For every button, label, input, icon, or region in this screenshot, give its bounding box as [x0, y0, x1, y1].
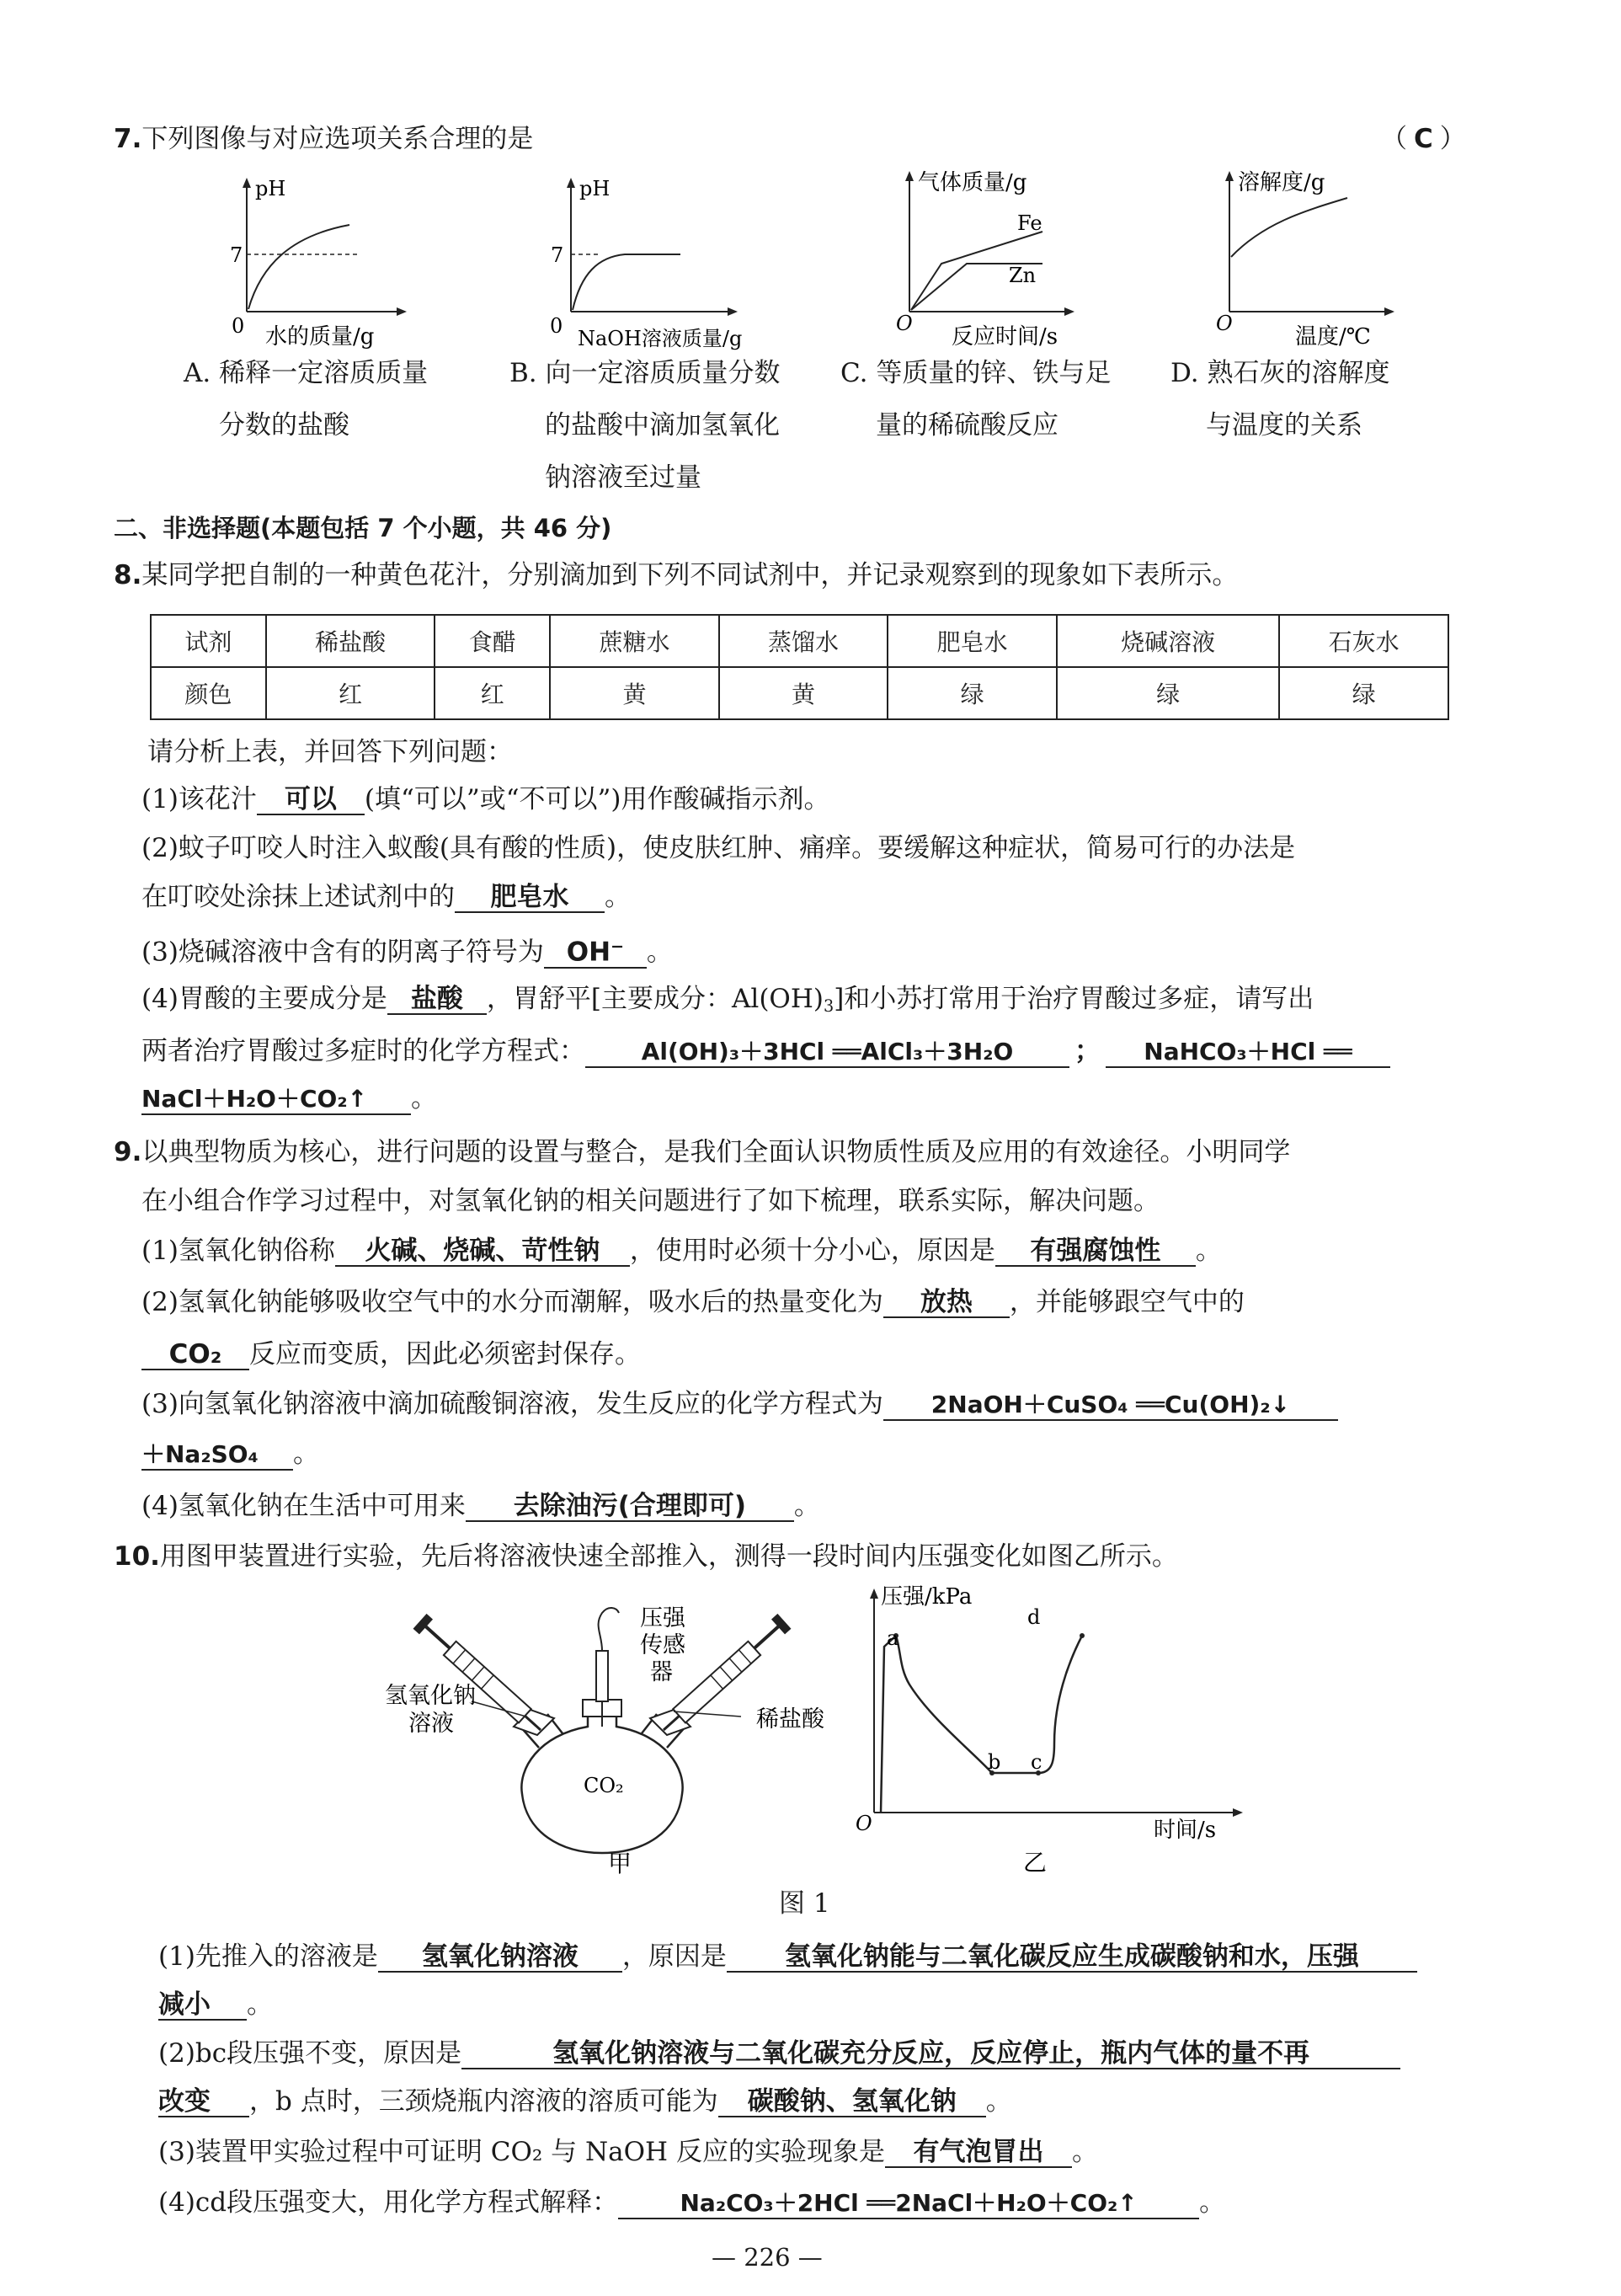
q9-p2-answer: 放热: [883, 1288, 1010, 1318]
q9-p1-answer2: 有强腐蚀性: [995, 1236, 1196, 1267]
q9-p4-answer: 去除油污(合理即可): [466, 1492, 794, 1522]
q7-graph-c: [884, 164, 1086, 354]
q8-p4-answer: 盐酸: [387, 985, 487, 1015]
q9-p4-text: (4)氢氧化钠在生活中可用来: [141, 1491, 466, 1521]
option-c-line1: C. 等质量的锌、铁与足: [840, 358, 1112, 388]
fig-jia: 甲: [608, 1850, 632, 1877]
q9-p2-answer2: CO₂: [141, 1340, 249, 1370]
q8-part2-line2: [141, 880, 631, 914]
q8-p1-answer: 可以: [257, 785, 365, 815]
q10-p2-end: 。: [985, 2086, 1012, 2117]
q9-p1-text: (1)氢氧化钠俗称: [141, 1236, 335, 1266]
table-cell: 石灰水: [1279, 615, 1448, 667]
graph-c-ylabel: 气体质量/g: [918, 170, 1027, 195]
q10-part3: [158, 2135, 1098, 2169]
q10-p2-text2: ，b 点时，三颈烧瓶内溶液的溶质可能为: [249, 2086, 718, 2117]
option-b-line3: 钠溶液至过量: [545, 462, 701, 493]
q8-p4-text: (4)胃酸的主要成分是: [141, 984, 387, 1014]
table-cell: 蔗糖水: [550, 615, 719, 667]
q10-p3-text: (3)装置甲实验过程中可证明 CO₂ 与 NaOH 反应的实验现象是: [158, 2137, 885, 2167]
q9-part2-line1: [141, 1285, 1245, 1319]
option-b-line2: 的盐酸中滴加氢氧化: [545, 410, 780, 441]
fig-co2: CO₂: [584, 1774, 624, 1797]
q10-part4: [158, 2186, 1225, 2219]
option-a-line2: 分数的盐酸: [219, 410, 349, 441]
table-row: [151, 667, 1448, 719]
q7-option-d: [1170, 347, 1389, 451]
table-cell: 绿: [1279, 667, 1448, 719]
graph-d-origin: O: [1216, 312, 1233, 335]
q9-p4-end: 。: [793, 1491, 820, 1521]
q9-part1: [141, 1234, 1222, 1268]
table-cell: 颜色: [151, 667, 266, 719]
q10-figure-caption: 图 1: [779, 1888, 830, 1919]
table-cell: 绿: [1057, 667, 1279, 719]
q8-part3: [141, 932, 673, 969]
q10-p2-answer3: 碳酸钠、氢氧化钠: [718, 2087, 986, 2117]
option-a-line1: A. 稀释一定溶质质量: [184, 358, 429, 388]
q9-part3-line1: [141, 1387, 1338, 1421]
q8-stem-text: 某同学把自制的一种黄色花汁，分别滴加到下列不同试剂中，并记录观察到的现象如下表所示。: [141, 560, 1239, 590]
q9-p3-answer: 2NaOH＋CuSO₄ ══Cu(OH)₂↓: [883, 1391, 1338, 1421]
q7-stem-text: 下列图像与对应选项关系合理的是: [141, 124, 534, 154]
q7-number: 7.: [114, 124, 142, 154]
q7-graph-b: [547, 173, 783, 354]
q10-stem: [114, 1540, 1178, 1573]
paren-close: ）: [1439, 124, 1466, 154]
q9-stem-line2: 在小组合作学习过程中，对氢氧化钠的相关问题进行了如下梳理，联系实际，解决问题。: [141, 1186, 1160, 1216]
q10-part2-line1: [158, 2037, 1400, 2070]
q7-option-a: [184, 347, 428, 451]
q8-part2-line1: (2)蚊子叮咬人时注入蚁酸(具有酸的性质)，使皮肤红肿、痛痒。要缓解这种症状，简易可行的办法是: [141, 833, 1296, 863]
q8-intro: 请分析上表，并回答下列问题：: [147, 737, 513, 767]
table-cell: 试剂: [151, 615, 266, 667]
graph-a-xlabel: 水的质量/g: [265, 324, 375, 350]
q8-p4-text3: ]和小苏打常用于治疗胃酸过多症，请写出: [834, 984, 1314, 1014]
q10-p3-answer: 有气泡冒出: [885, 2138, 1072, 2168]
q9-part2-line2: [141, 1338, 641, 1371]
q7-option-c: [840, 347, 1111, 451]
q9-p2-text3: 反应而变质，因此必须密封保存。: [249, 1339, 641, 1370]
page-number: — 226 —: [712, 2243, 823, 2272]
option-d-line1: D. 熟石灰的溶解度: [1170, 358, 1390, 388]
q10-part1-line1: [158, 1940, 1417, 1973]
q9-p3-text: (3)向氢氧化钠溶液中滴加硫酸铜溶液，发生反应的化学方程式为: [141, 1389, 883, 1419]
q9-p3-answer2: ＋Na₂SO₄: [141, 1440, 293, 1471]
table-cell: 烧碱溶液: [1057, 615, 1279, 667]
graph-b-ylabel: pH: [579, 177, 611, 200]
q8-p3-answer-sup: −: [611, 937, 625, 956]
q8-equation2b: NaCl＋H₂O＋CO₂↑: [141, 1085, 411, 1115]
q7-option-b: [509, 347, 781, 504]
graph-c-origin: O: [896, 312, 913, 335]
q8-p2-text: 在叮咬处涂抹上述试剂中的: [141, 882, 455, 912]
graph-d-xlabel: 温度/℃: [1295, 324, 1371, 350]
q8-p4-end: 。: [411, 1083, 437, 1113]
q8-p4-sub: 3: [823, 996, 834, 1016]
section-heading: 二、非选择题(本题包括 7 个小题，共 46 分): [114, 514, 612, 542]
q9-p2-text: (2)氢氧化钠能够吸收空气中的水分而潮解，吸水后的热量变化为: [141, 1287, 883, 1317]
q10-p1-text: (1)先推入的溶液是: [158, 1941, 378, 1972]
table-cell: 黄: [719, 667, 888, 719]
q8-p3-answer: OH: [566, 937, 611, 968]
q8-part1: [141, 782, 830, 816]
q8-stem: [114, 558, 1238, 592]
q10-p2-answer: 氢氧化钠溶液与二氧化碳充分反应，反应停止，瓶内气体的量不再: [461, 2039, 1400, 2069]
q8-separator: ；: [1074, 1036, 1101, 1066]
graph-b-xlabel: NaOH溶液质量/g: [578, 327, 743, 350]
fig-hcl: 稀盐酸: [756, 1706, 824, 1733]
q10-p3-end: 。: [1071, 2137, 1098, 2167]
fig-yi-origin: O: [856, 1812, 872, 1835]
graph-a-ylabel: pH: [255, 177, 286, 200]
q9-p1-end: 。: [1195, 1236, 1222, 1266]
q9-part3-line2: [141, 1437, 319, 1471]
fig-sensor-2: 传感: [640, 1632, 685, 1658]
table-cell: 红: [266, 667, 435, 719]
q10-p1-end: 。: [247, 1989, 273, 2020]
q10-p1-answer3: 减小: [158, 1990, 247, 2021]
q8-equation1: Al(OH)₃＋3HCl ══AlCl₃＋3H₂O: [585, 1038, 1069, 1068]
q9-part4: [141, 1489, 820, 1523]
q9-number: 9.: [114, 1137, 142, 1167]
q8-number: 8.: [114, 560, 142, 590]
q8-p4-text4: 两者治疗胃酸过多症时的化学方程式：: [141, 1036, 585, 1066]
fig-naoh-1: 氢氧化钠: [385, 1683, 476, 1709]
fig-yi: 乙: [1023, 1849, 1048, 1877]
fig-sensor-3: 器: [650, 1659, 673, 1685]
q10-p1-answer2: 氢氧化钠能与二氧化碳反应生成碳酸钠和水，压强: [727, 1942, 1417, 1973]
graph-a-seven: 7: [230, 243, 243, 267]
q10-p1-text2: ，原因是: [621, 1941, 727, 1972]
q10-p2-text: (2)bc段压强不变，原因是: [158, 2038, 462, 2069]
q10-p4-answer: Na₂CO₃＋2HCl ══2NaCl＋H₂O＋CO₂↑: [618, 2189, 1199, 2219]
q10-part2-line2: [158, 2085, 1012, 2118]
fig-yi-c: c: [1031, 1750, 1042, 1774]
q10-p1-answer: 氢氧化钠溶液: [378, 1942, 622, 1973]
q10-figure-yi: [850, 1583, 1255, 1878]
fig-sensor-1: 压强: [640, 1605, 685, 1631]
q7-answer: C: [1414, 124, 1433, 154]
table-cell: 稀盐酸: [266, 615, 435, 667]
q7-answer-paren: [1381, 122, 1466, 156]
fig-yi-d: d: [1027, 1605, 1041, 1629]
q7-stem: [114, 122, 533, 156]
q8-p1-text: (1)该花汁: [141, 784, 257, 814]
q9-p2-text2: ，并能够跟空气中的: [1009, 1287, 1245, 1317]
table-cell: 绿: [888, 667, 1057, 719]
q9-p1-text2: ，使用时必须十分小心，原因是: [629, 1236, 995, 1266]
graph-b-origin: 0: [550, 314, 563, 338]
q8-p1-text2: (填“可以”或“不可以”)用作酸碱指示剂。: [364, 784, 830, 814]
q8-p2-end: 。: [605, 882, 631, 912]
graph-a-origin: 0: [232, 314, 245, 338]
q8-part4-line1: [141, 982, 1314, 1023]
fig-yi-a: a: [887, 1626, 899, 1650]
option-d-line2: 与温度的关系: [1206, 410, 1362, 441]
graph-d-ylabel: 溶解度/g: [1238, 170, 1325, 195]
table-cell: 红: [435, 667, 550, 719]
paren-open: （: [1381, 124, 1407, 154]
q8-p3-text: (3)烧碱溶液中含有的阴离子符号为: [141, 937, 544, 968]
graph-c-fe: Fe: [1017, 211, 1042, 235]
fig-yi-ylabel: 压强/kPa: [881, 1584, 973, 1610]
table-cell: 肥皂水: [888, 615, 1057, 667]
graph-b-seven: 7: [551, 243, 564, 267]
q7-graph-a: [215, 173, 417, 354]
q10-stem-text: 用图甲装置进行实验，先后将溶液快速全部推入，测得一段时间内压强变化如图乙所示。: [159, 1541, 1178, 1572]
q9-p3-end: 。: [293, 1439, 319, 1469]
option-b-line1: B. 向一定溶质质量分数: [509, 358, 781, 388]
q8-p4-text2: ，胃舒平[主要成分：Al(OH): [486, 984, 824, 1014]
table-cell: 食醋: [435, 615, 550, 667]
fig-naoh-2: 溶液: [408, 1711, 454, 1737]
fig-yi-b: b: [988, 1750, 1001, 1774]
table-cell: 黄: [550, 667, 719, 719]
q10-p4-end: 。: [1199, 2187, 1226, 2218]
graph-c-xlabel: 反应时间/s: [952, 324, 1058, 350]
q8-p3-end: 。: [646, 937, 673, 968]
option-c-line2: 量的稀硫酸反应: [876, 410, 1058, 441]
q7-graph-d: [1204, 164, 1406, 354]
q10-figure-jia: [371, 1600, 842, 1878]
fig-yi-xlabel: 时间/s: [1154, 1818, 1217, 1843]
q8-table: [150, 614, 1449, 720]
q8-part4-line2: [141, 1034, 1390, 1068]
table-row: [151, 615, 1448, 667]
q10-p2-answer2: 改变: [158, 2087, 249, 2117]
q10-part1-line2: [158, 1988, 273, 2021]
q10-p4-text: (4)cd段压强变大，用化学方程式解释：: [158, 2187, 619, 2218]
q9-stem-line1: [114, 1135, 1290, 1169]
q8-equation2a: NaHCO₃＋HCl ══: [1106, 1038, 1390, 1068]
q8-p2-answer: 肥皂水: [455, 883, 605, 913]
q10-number: 10.: [114, 1541, 160, 1572]
q9-p1-answer: 火碱、烧碱、苛性钠: [335, 1236, 630, 1267]
graph-c-zn: Zn: [1009, 264, 1037, 287]
table-cell: 蒸馏水: [719, 615, 888, 667]
q9-stem1: 以典型物质为核心，进行问题的设置与整合，是我们全面认识物质性质及应用的有效途径。小明同学: [141, 1137, 1291, 1167]
q8-part4-line3: [141, 1081, 437, 1115]
